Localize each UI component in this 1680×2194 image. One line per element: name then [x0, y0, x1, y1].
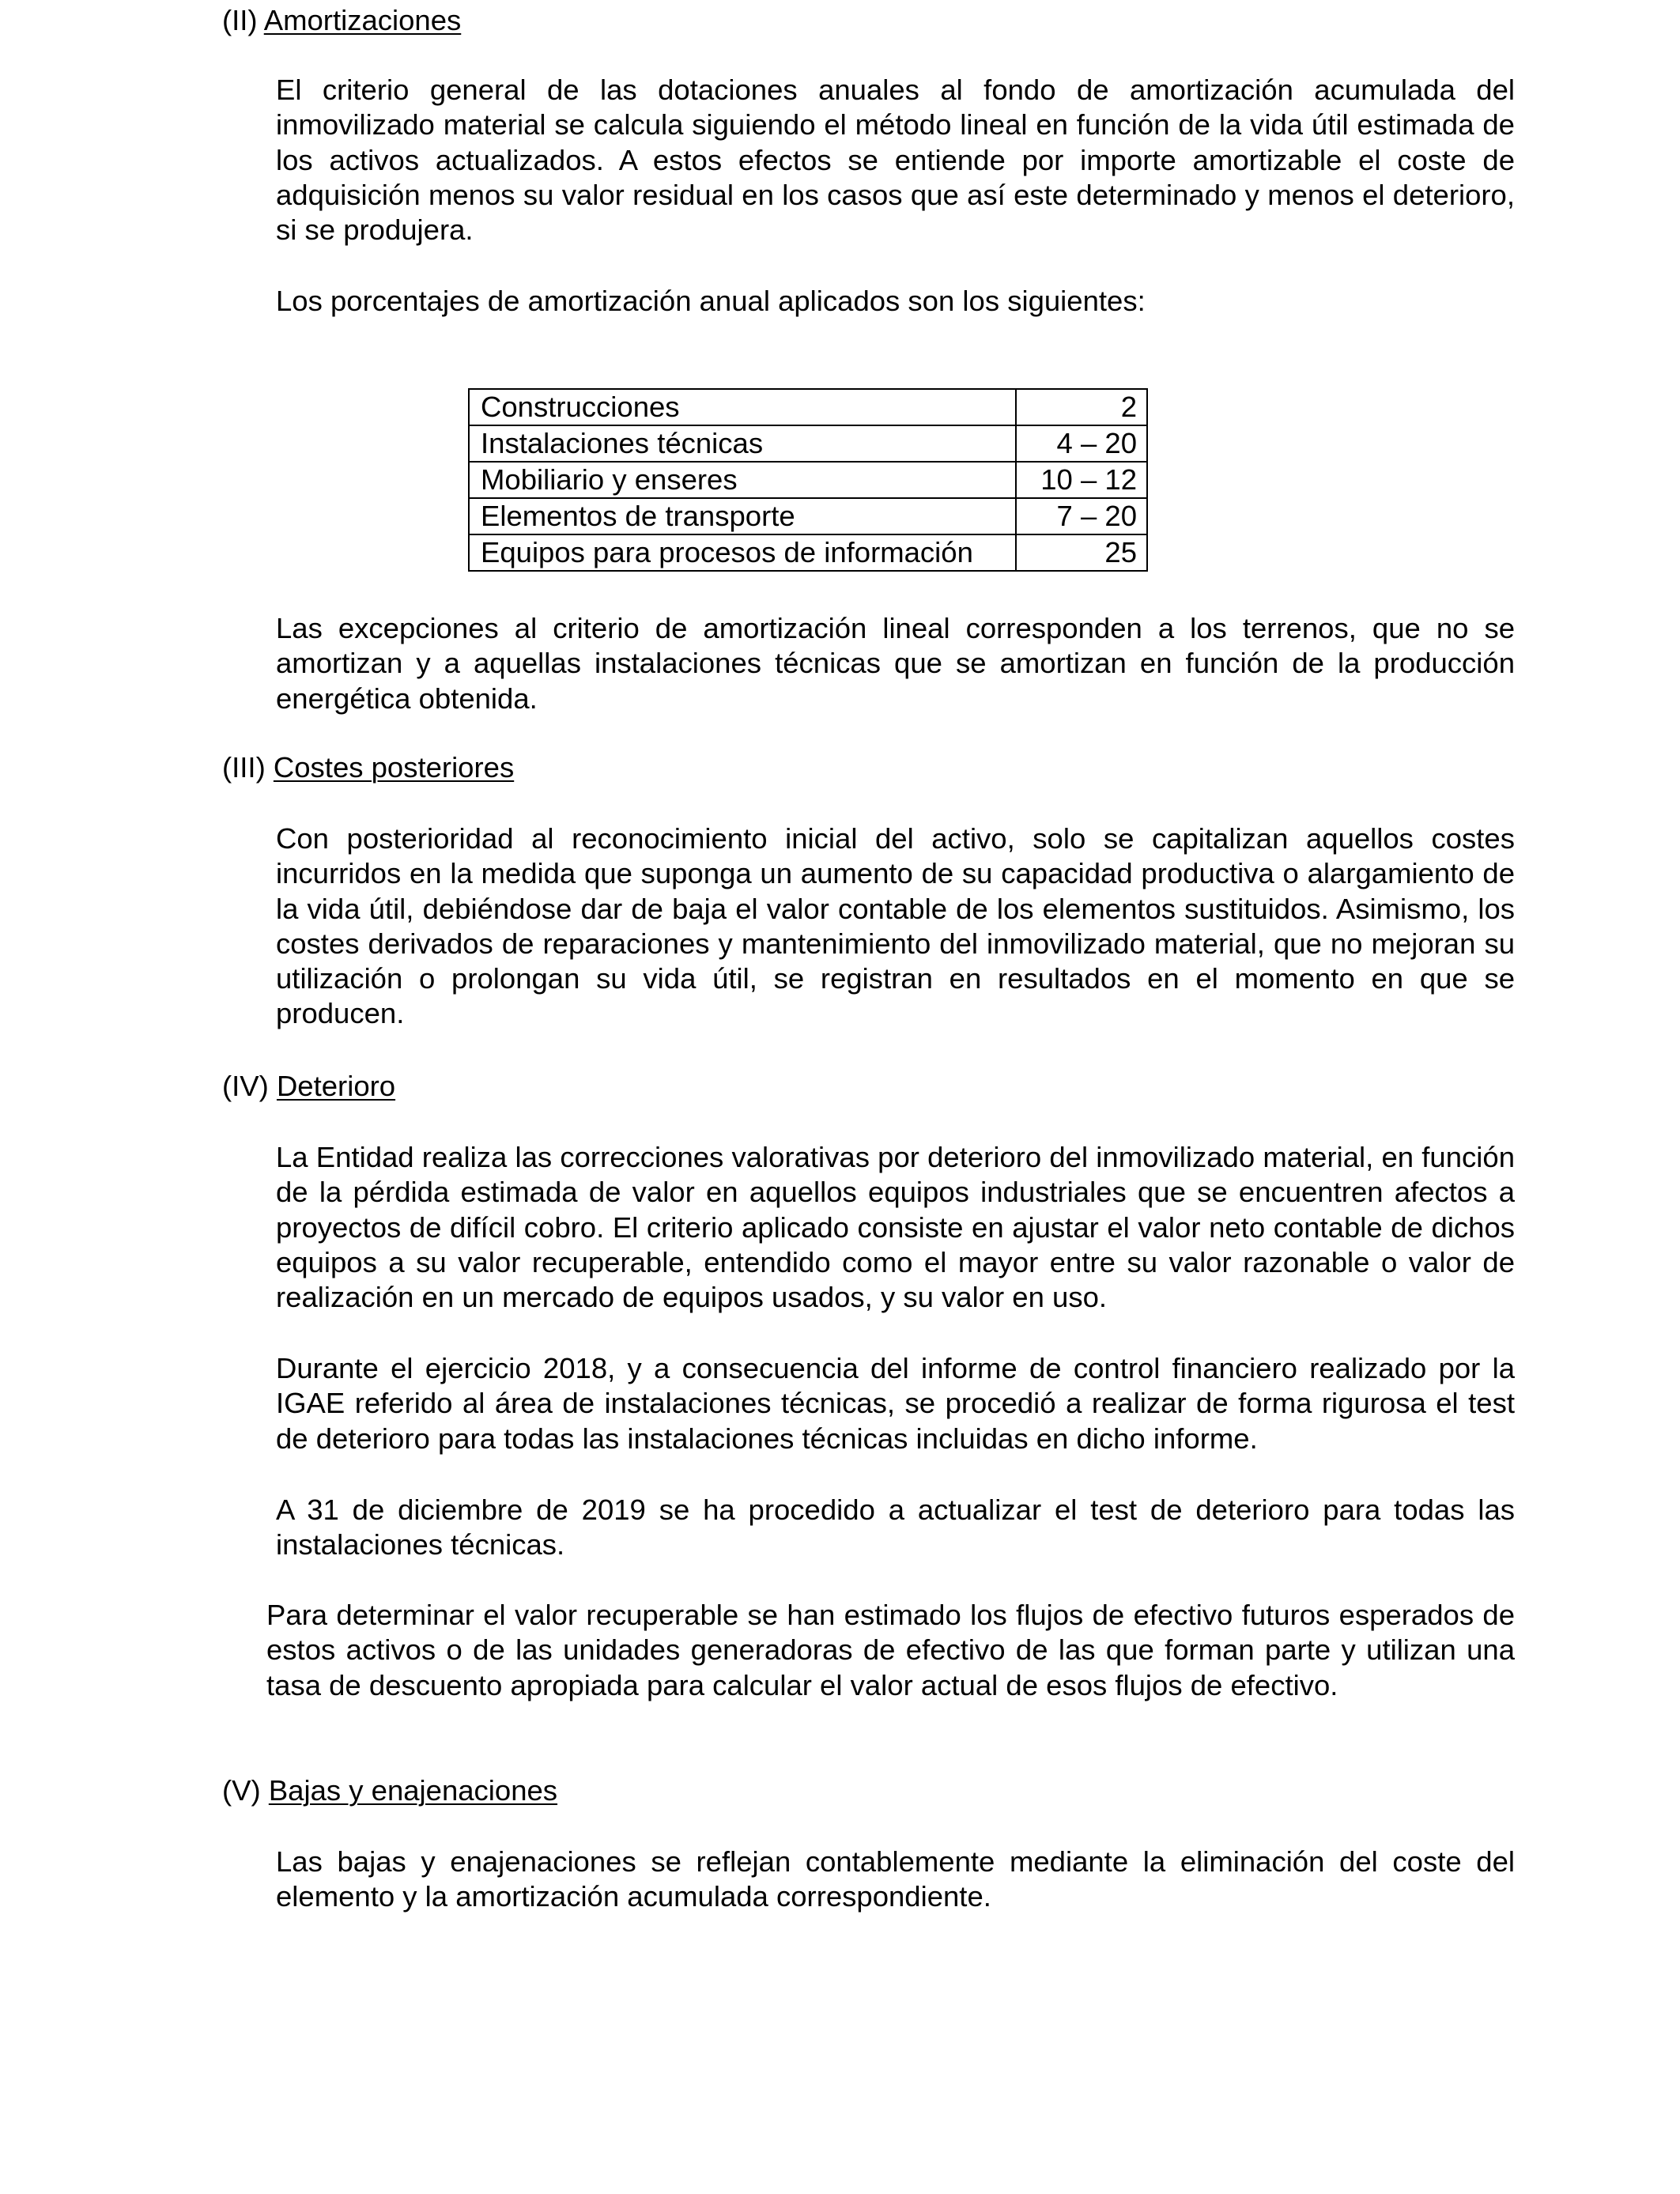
table-cell-value: 10 – 12 [1016, 462, 1147, 498]
paragraph-deterioro-criterio: La Entidad realiza las correcciones valorativas por deterioro del inmovilizado material, en función de la pérdida estimada de valor en aquellos equipos industriales que se encuentren afectos a proyectos de difícil cobro. El criterio aplicado consiste en ajustar el valor neto contable de dichos equipos a su valor recuperable, entendido como el mayor entre su valor razonable o valor de realización en un mercado de equipos usados, y su valor en uso. [276, 1141, 1515, 1314]
table-cell-value: 2 [1016, 389, 1147, 425]
section-number: (III) [222, 751, 266, 784]
paragraph-costes-posteriores: Con posterioridad al reconocimiento inicial del activo, solo se capitalizan aquellos costes incurridos en la medida que suponga un aumento de su capacidad productiva o alargamiento de la vida útil, debiéndose dar de baja el valor contable de los elementos sustituidos. Asimismo, los costes derivados de reparaciones y mantenimiento del inmovilizado material, que no mejoran su utilización o prolongan su vida útil, se registran en resultados en el momento en que se producen. [276, 822, 1515, 1030]
paragraph-bajas: Las bajas y enajenaciones se reflejan contablemente mediante la eliminación del coste del elemento y la amortización acumulada correspondiente. [276, 1845, 1515, 1913]
table-row [469, 462, 1147, 498]
section-heading-deterioro [222, 1069, 395, 1104]
paragraph-valor-recuperable: Para determinar el valor recuperable se han estimado los flujos de efectivo futuros esperados de estos activos o de las unidades generadoras de efectivo de las que forman parte y utilizan una tasa de descuento apropiada para calcular el valor actual de esos flujos de efectivo. [266, 1599, 1515, 1701]
table-row [469, 498, 1147, 534]
table-cell-label: Construcciones [469, 389, 1016, 425]
table-cell-label: Mobiliario y enseres [469, 462, 1016, 498]
table-row [469, 534, 1147, 571]
table-row [469, 389, 1147, 425]
table-cell-label: Equipos para procesos de información [469, 534, 1016, 571]
table-row [469, 425, 1147, 462]
section-heading-bajas [222, 1773, 557, 1808]
paragraph-deterioro-2018: Durante el ejercicio 2018, y a consecuencia del informe de control financiero realizado por la IGAE referido al área de instalaciones técnicas, se procedió a realizar de forma rigurosa el test de deterioro para todas las instalaciones técnicas incluidas en dicho informe. [276, 1352, 1515, 1455]
amortization-rates-table [468, 388, 1148, 572]
section-title: Amortizaciones [263, 4, 462, 36]
section-title: Bajas y enajenaciones [268, 1774, 558, 1807]
paragraph-porcentajes-intro: Los porcentajes de amortización anual aplicados son los siguientes: [276, 285, 1146, 317]
table-cell-value: 7 – 20 [1016, 498, 1147, 534]
section-heading-costes-posteriores [222, 750, 514, 785]
table-cell-label: Elementos de transporte [469, 498, 1016, 534]
table-cell-label: Instalaciones técnicas [469, 425, 1016, 462]
section-title: Costes posteriores [273, 751, 515, 784]
table-cell-value: 4 – 20 [1016, 425, 1147, 462]
section-heading-amortizaciones [222, 3, 461, 38]
section-title: Deterioro [276, 1070, 396, 1102]
section-number: (V) [222, 1774, 261, 1807]
paragraph-excepciones: Las excepciones al criterio de amortización lineal corresponden a los terrenos, que no se amortizan y a aquellas instalaciones técnicas que se amortizan en función de la producción energética obtenida. [276, 612, 1515, 715]
paragraph-amortizaciones-criterio: El criterio general de las dotaciones anuales al fondo de amortización acumulada del inmovilizado material se calcula siguiendo el método lineal en función de la vida útil estimada de los activos actualizados. A estos efectos se entiende por importe amortizable el coste de adquisición menos su valor residual en los casos que así este determinado y menos el deterioro, si se produjera. [276, 74, 1515, 247]
section-number: (IV) [222, 1070, 269, 1102]
section-number: (II) [222, 4, 258, 36]
table-cell-value: 25 [1016, 534, 1147, 571]
paragraph-deterioro-2019: A 31 de diciembre de 2019 se ha procedido a actualizar el test de deterioro para todas las instalaciones técnicas. [276, 1494, 1515, 1561]
